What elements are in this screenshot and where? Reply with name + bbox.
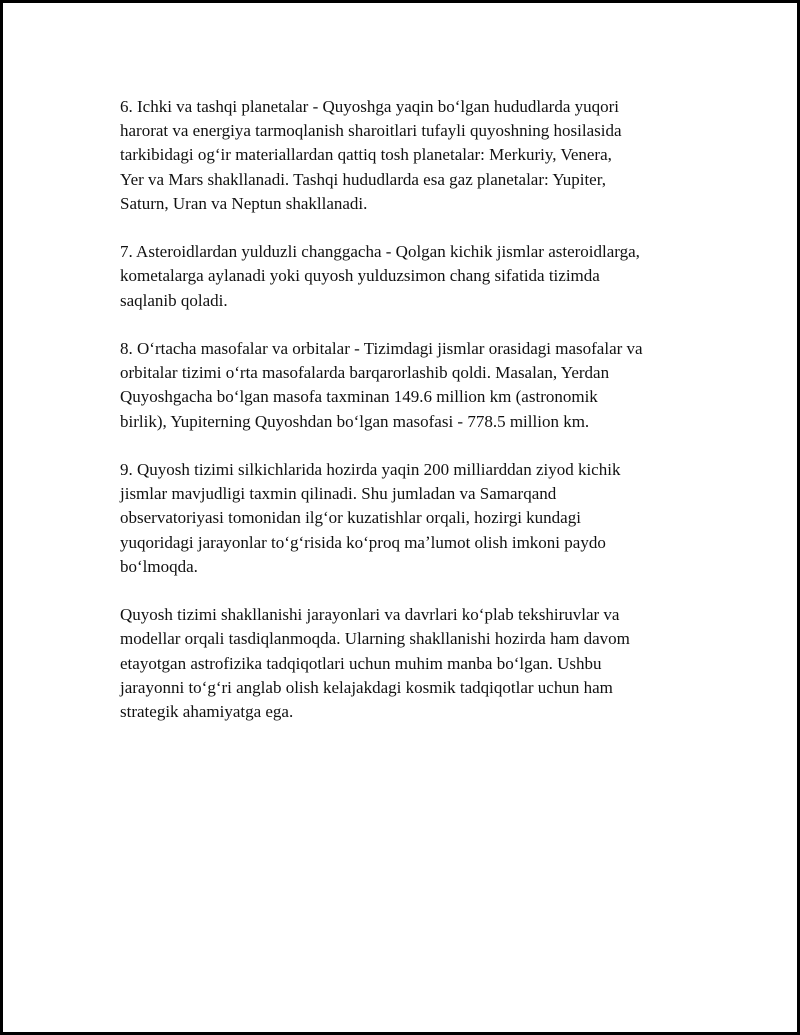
text-line: harorat va energiya tarmoqlanish sharoitlari tufayli quyoshning hosilasida	[120, 121, 622, 141]
paragraph-small-bodies	[120, 458, 700, 579]
text-line: observatoriyasi tomonidan ilgʻor kuzatishlar orqali, hozirgi kundagi	[120, 508, 581, 528]
paragraph-distances-orbits	[120, 337, 700, 434]
text-line: saqlanib qoladi.	[120, 290, 228, 310]
text-line: 6. Ichki va tashqi planetalar - Quyoshga yaqin boʻlgan hududlarda yuqori	[120, 97, 620, 116]
text-line: birlik), Yupiterning Quyoshdan boʻlgan masofasi - 778.5 million km.	[120, 411, 590, 431]
text-line: 9. Quyosh tizimi silkichlarida hozirda yaqin 200 milliarddan ziyod kichik	[120, 460, 621, 479]
text-line: 7. Asteroidlardan yulduzli changgacha - Qolgan kichik jismlar asteroidlarga,	[120, 242, 640, 262]
text-line: Yer va Mars shakllanadi. Tashqi hududlarda esa gaz planetalar: Yupiter,	[120, 169, 606, 189]
text-line: jarayonni toʻgʻri anglab olish kelajakdagi kosmik tadqiqotlar uchun ham	[120, 677, 613, 697]
text-line: kometalarga aylanadi yoki quyosh yulduzsimon chang sifatida tizimda	[120, 266, 600, 286]
text-line: Saturn, Uran va Neptun shakllanadi.	[120, 193, 368, 213]
text-line: modellar orqali tasdiqlanmoqda. Ularning shakllanishi hozirda ham davom	[120, 629, 630, 649]
text-line: etayotgan astrofizika tadqiqotlari uchun muhim manba boʻlgan. Ushbu	[120, 653, 602, 673]
paragraph-asteroids-dust	[120, 240, 700, 313]
text-line: tarkibidagi ogʻir materiallardan qattiq tosh planetalar: Merkuriy, Venera,	[120, 145, 612, 165]
text-line: Quyosh tizimi shakllanishi jarayonlari va davrlari koʻplab tekshiruvlar va	[120, 605, 620, 625]
paragraph-inner-outer-planets	[120, 95, 700, 216]
text-line: orbitalar tizimi oʻrta masofalarda barqarorlashib qoldi. Masalan, Yerdan	[120, 363, 610, 383]
text-line: Quyoshgacha boʻlgan masofa taxminan 149.6 million km (astronomik	[120, 387, 598, 407]
text-line: 8. Oʻrtacha masofalar va orbitalar - Tizimdagi jismlar orasidagi masofalar va	[120, 339, 643, 358]
document-body	[120, 95, 700, 748]
paragraph-conclusion	[120, 603, 700, 724]
text-line: strategik ahamiyatga ega.	[120, 702, 294, 722]
text-line: jismlar mavjudligi taxmin qilinadi. Shu jumladan va Samarqand	[120, 484, 557, 504]
text-line: boʻlmoqda.	[120, 556, 198, 576]
text-line: yuqoridagi jarayonlar toʻgʻrisida koʻproq maʼlumot olish imkoni paydo	[120, 532, 606, 552]
